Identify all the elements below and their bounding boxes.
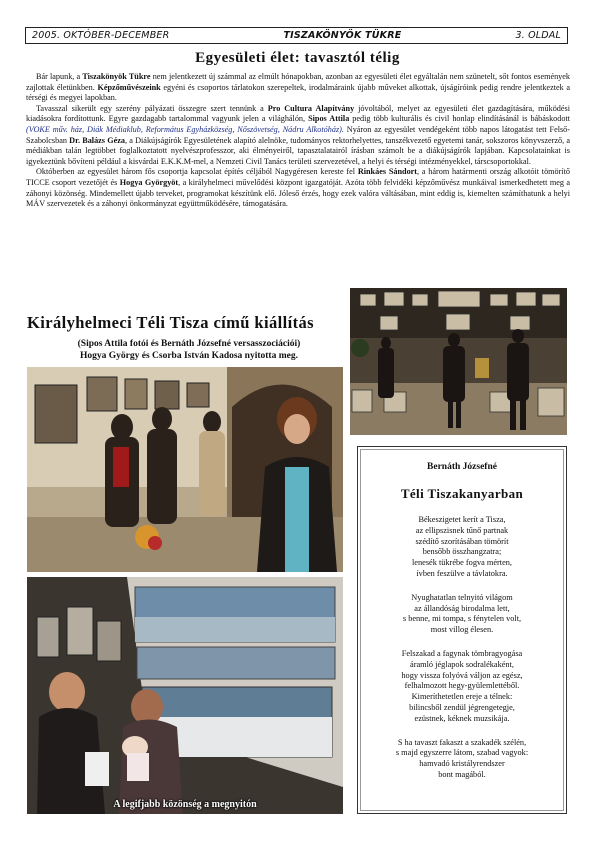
article-paragraph (26, 167, 570, 209)
exhibition-subtitle-line: Hogya György és Csorba István Kadosa nyitotta meg. (80, 351, 298, 361)
text-run: jóvoltából, melyet az egyesületi élet gazdagítására, működési kiadásokra fordítottunk. Egyre gazdagabb tartalommal vagyunk jelen a világhálón, (26, 103, 570, 124)
poem-line: bont magából. (438, 769, 486, 779)
italic-text: (VOKE műv. ház, Diák Médiaklub, Református Egyházközség, Nőszövetség, Nádru Alkotóház). (26, 124, 344, 134)
poem-line: Felszakad a fagynak tömbragyogása (401, 648, 523, 658)
text-run: Bár lapunk, a (36, 72, 83, 81)
poem-line: most villog élesen. (430, 625, 494, 635)
poem-line: felhalmozott hegy-gyülemlettéből. (404, 681, 520, 691)
poem-line: Kimeríthetetlen ereje a télnek: (411, 692, 513, 702)
poem-line: ezüstnek, kéknek muzsikája. (414, 713, 510, 723)
poem-line: áramló jéglapok sodralékaként, (410, 659, 514, 669)
poem-line: az ellipszisnek tűnő partnak (415, 525, 509, 535)
article-paragraph (26, 104, 570, 168)
poem-stanza (361, 515, 563, 580)
page-number: 3. OLDAL (515, 30, 561, 41)
article-body (26, 72, 570, 210)
text-run: pedig több kulturális és civil honlap elindításánál is bábáskodott (349, 114, 571, 124)
text-run: , a királyhelmeci művelődési központ igazgatóját. Azóta több felvidéki képzőművész munkáival ismerkedhetett meg a záhonyi közönség. Mindemellett újabb terveket, programokat készítünk elő. Jóleső érzés, hogy ezek valóra váltásában, mint eddig is, kiemelten számíthatunk a helyi MÁV szervezetek és a záhonyi önkormányzat együttműködésére, támogatására. (26, 177, 570, 209)
exhibition-subtitle (30, 338, 348, 362)
poem-line: lenesék tükrébe fogva mérten, (412, 558, 512, 568)
article-paragraph (26, 72, 570, 104)
article-title: Egyesületi élet: tavasztól télig (195, 50, 400, 66)
photo-caption: A legifjabb közönség a megnyitón (113, 799, 257, 810)
exhibition-photo-visitors (27, 367, 343, 572)
poem-line: Békeszigetet kerít a Tisza, (418, 515, 506, 524)
text-run: , a Diákújságírók Egyesületének alapító alelnöke, tudományos rektorhelyettes, tanszékvezető egyetemi tanár, sokszoros könyvszerző, a médiákban talán legtöbbet foglalkoztatott nyelvészprofesszor, aki élményeiről, tapasztalatairól írásban számolt be a diákújságírók lapjában. Kapcsolatainkat is igyekeztünk bővíteni például a kisvárdai E.K.K.M-mel, a Nemzeti Civil Tanács területi szervezetével, a helyi és térségi intézményekkel, társcsoportokkal. (26, 135, 570, 166)
poem-line: az állandóság birodalma lett, (414, 603, 510, 613)
poem-line: hamvadó kristályrendszer (419, 759, 505, 769)
text-run: egyéni és csoportos tárlatokon szerepeltek, irodalmáraink újabb műveket alkottak, újságíróink pedig rendre jelentkeztek a térségi és megyei lapokban. (26, 82, 571, 103)
text-run: , a három határmenti ország alkotóit tömörítő TICCE csoport vezetőjét és (26, 167, 570, 187)
exhibition-photo-family (27, 577, 343, 814)
exhibition-subtitle-line: (Sipos Attila fotói és Bernáth Józsefné versasszociációi) (77, 339, 301, 349)
magazine-name: TISZAKÖNYÖK TÜKRE (283, 30, 402, 41)
poem-frame (360, 449, 564, 811)
poem-stanza (361, 738, 563, 781)
poem-line: s benne, mi tompa, s fénytelen volt, (402, 614, 522, 624)
bold-text: Hogya Györgyöt (119, 177, 179, 187)
poem-box (357, 446, 567, 814)
poem-body (361, 515, 563, 781)
poem-line: bilincsből zendül jégrengetegje, (409, 702, 515, 712)
bold-text: Képzőművészeink (97, 82, 161, 92)
exhibition-photo-opening (350, 288, 567, 435)
page-header (25, 27, 568, 44)
poem-line: ívben feszülve a távlatokra. (416, 568, 508, 578)
poem-line: Nyughatatlan telnyitó világom (411, 592, 513, 602)
bold-text: Rinkáes Sándort (357, 167, 418, 177)
bold-text: Dr. Balázs Géza (69, 135, 125, 145)
bold-text: Pro Cultura Alapítvány (267, 103, 355, 113)
poem-line: bensőbb összhangzatra; (422, 547, 502, 557)
poem-line: hogy visszа folyóvá váljon az egész, (401, 670, 523, 680)
poem-line: S ha tavaszt fakaszt a szakadék szélén, (397, 737, 527, 747)
poem-title: Téli Tiszakanyarban (400, 486, 524, 501)
issue-date: 2005. OKTÓBER-DECEMBER (32, 30, 170, 41)
text-run: nem jelentkezett új számmal az elmúlt hónapokban, azonban az egyesületi élet egyáltalán nem szünetelt, sőt fontos események zajlottak életünkben. (26, 72, 571, 92)
text-run: Nyáron az egyesület vendégeként több napos látogatást tett Felső-Szabolcsban (26, 124, 570, 145)
poem-author: Bernáth Józsefné (427, 462, 497, 472)
poem-stanza (361, 649, 563, 725)
bold-text: Tiszakönyök Tükre (82, 72, 151, 81)
exhibition-title: Királyhelmeci Téli Tisza című kiállítás (27, 313, 314, 332)
poem-line: szédítő szorításában tömörít (415, 536, 509, 546)
bold-text: Sipos Attila (308, 114, 350, 124)
poem-line: s majd egyszerre látom, szabad vagyok: (395, 748, 529, 758)
text-run: Októberben az egyesület három fős csoportja kapcsolat építés céljából Nagygéresen kereste fel (36, 167, 358, 177)
text-run: Tavasszal sikerült egy szerény pályázati összegre szert tennünk a (36, 103, 268, 113)
poem-stanza (361, 593, 563, 636)
